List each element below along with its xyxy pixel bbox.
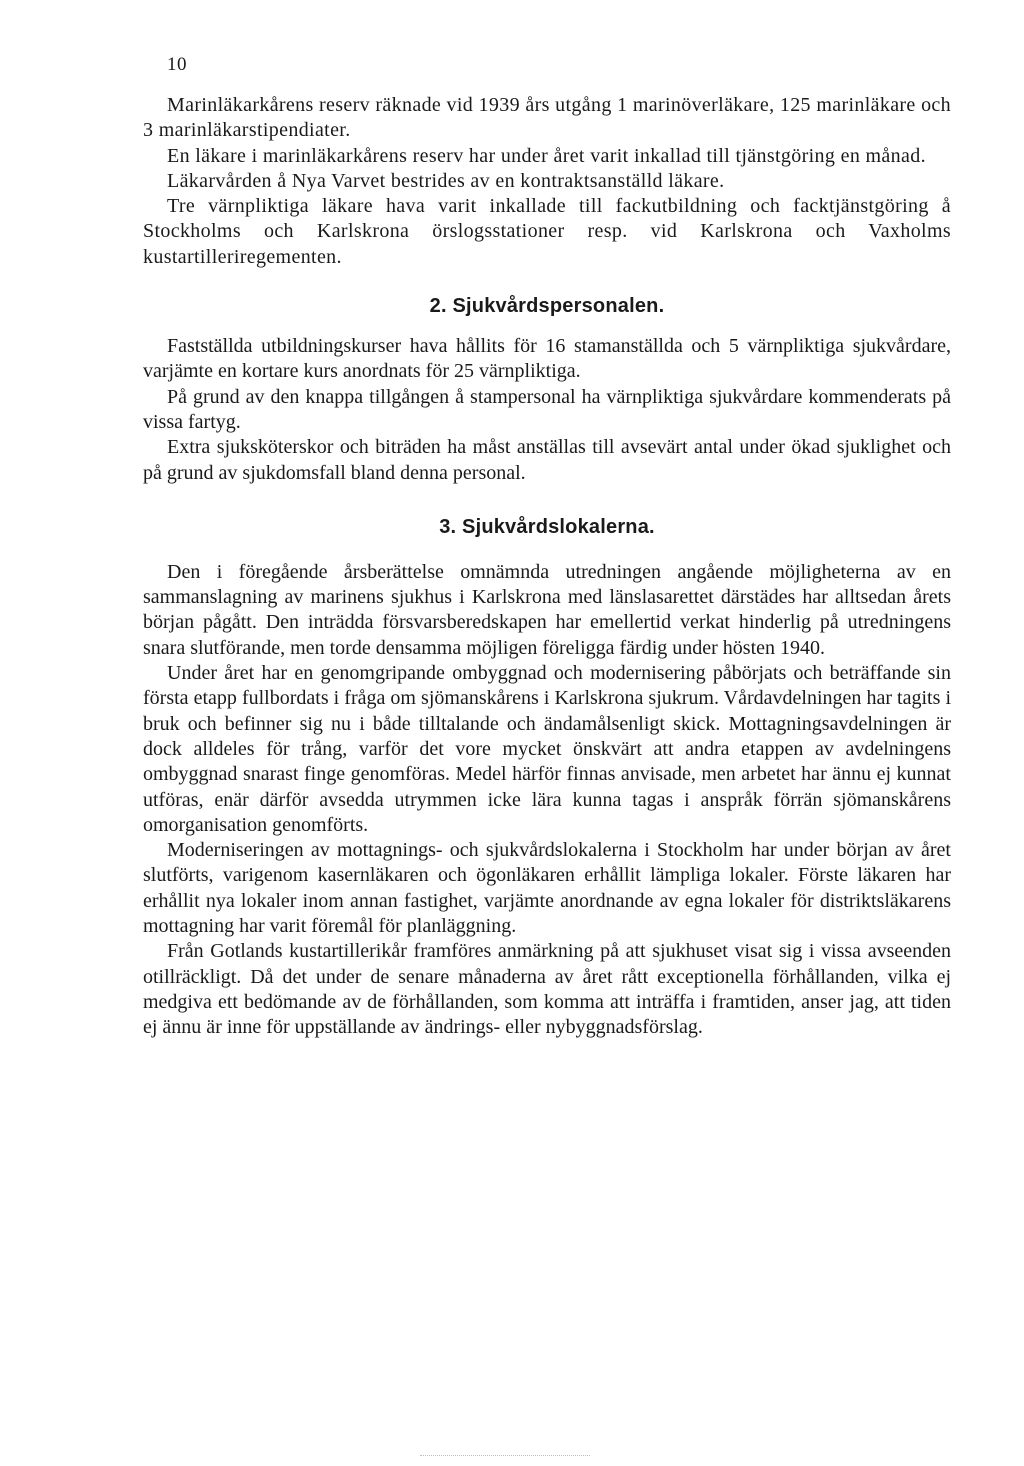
section-sjukvardspersonalen [143,334,951,486]
page-body [143,93,951,1041]
section-sjukvardslokalerna [143,560,951,1041]
paragraph: En läkare i marinläkarkårens reserv har under året varit inkallad till tjänstgöring en månad. [167,144,926,167]
paragraph: Läkarvården å Nya Varvet bestrides av en kontraktsanställd läkare. [167,169,725,192]
paragraph: Under året har en genomgripande ombyggnad och modernisering påbörjats och beträffande sin första etapp fullbordats i fråga om sjömanskårens i Karlskrona sjukrum. Vårdavdelningen har tagits i bruk och befinner sig nu i både tilltalande och ändamålsenligt skick. Mottagningsavdelningen är dock alldeles för trång, varför det vore mycket önskvärt att andra etappen av avdelningens ombyggnad snarast finge genomföras. Medel härför finnas anvisade, men arbetet har ännu ej kunnat utföras, enär därför avsedda utrymmen icke lära kunna tagas i anspråk förrän sjömanskårens omorganisation genomförts. [143,662,951,836]
paragraph: Moderniseringen av mottagnings- och sjukvårdslokalerna i Stockholm har under början av året slutförts, varigenom kasernläkaren och ögonläkaren erhållit lämpliga lokaler. Förste läkaren har erhållit nya lokaler inom annan fastighet, varjämte anordnande av egna lokaler för distriktsläkarens mottagning har varit föremål för planläggning. [143,839,951,938]
paragraph: På grund av den knappa tillgången å stampersonal ha värnpliktiga sjukvårdare kommenderats på vissa fartyg. [143,385,951,433]
paragraph: Fastställda utbildningskurser hava hållits för 16 stamanställda och 5 värnpliktiga sjukvårdare, varjämte en kortare kurs anordnats för 25 värnpliktiga. [143,335,951,383]
page-number: 10 [167,54,187,75]
paragraph: Tre värnpliktiga läkare hava varit inkallade till fackutbildning och facktjänstgöring å Stockholms och Karlskrona örslogsstationer resp. vid Karlskrona och Vaxholms kustartilleriregementen. [143,195,951,268]
section-heading-sjukvardslokalerna: 3. Sjukvårdslokalerna. [439,515,655,538]
section-heading-sjukvardspersonalen: 2. Sjukvårdspersonalen. [429,295,665,318]
reserve-block [143,93,951,270]
scan-smudge [420,1455,590,1457]
paragraph: Extra sjuksköterskor och biträden ha måst anställas till avsevärt antal under ökad sjuklighet och på grund av sjukdomsfall bland denna personal. [143,436,951,484]
paragraph: Från Gotlands kustartillerikår framföres anmärkning på att sjukhuset visat sig i vissa avseenden otillräckligt. Då det under de senare månaderna av året rått exceptionella förhållanden, vilka ej medgiva ett bedömande av de förhållanden, som komma att inträffa i framtiden, anser jag, att tiden ej ännu är inne för uppställande av ändrings- eller nybyggnadsförslag. [143,940,951,1039]
paragraph: Marinläkarkårens reserv räknade vid 1939 års utgång 1 marinöverläkare, 125 marinläkare och 3 marinläkarstipendiater. [143,94,951,142]
paragraph: Den i föregående årsberättelse omnämnda utredningen angående möjligheterna av en sammanslagning av marinens sjukhus i Karlskrona med länslasarettet därstädes har alltsedan årets början pågått. Den inträdda försvarsberedskapen har emellertid verkat hinderlig på utredningens snara slutförande, men torde densamma möjligen föreligga färdig under hösten 1940. [143,560,951,659]
